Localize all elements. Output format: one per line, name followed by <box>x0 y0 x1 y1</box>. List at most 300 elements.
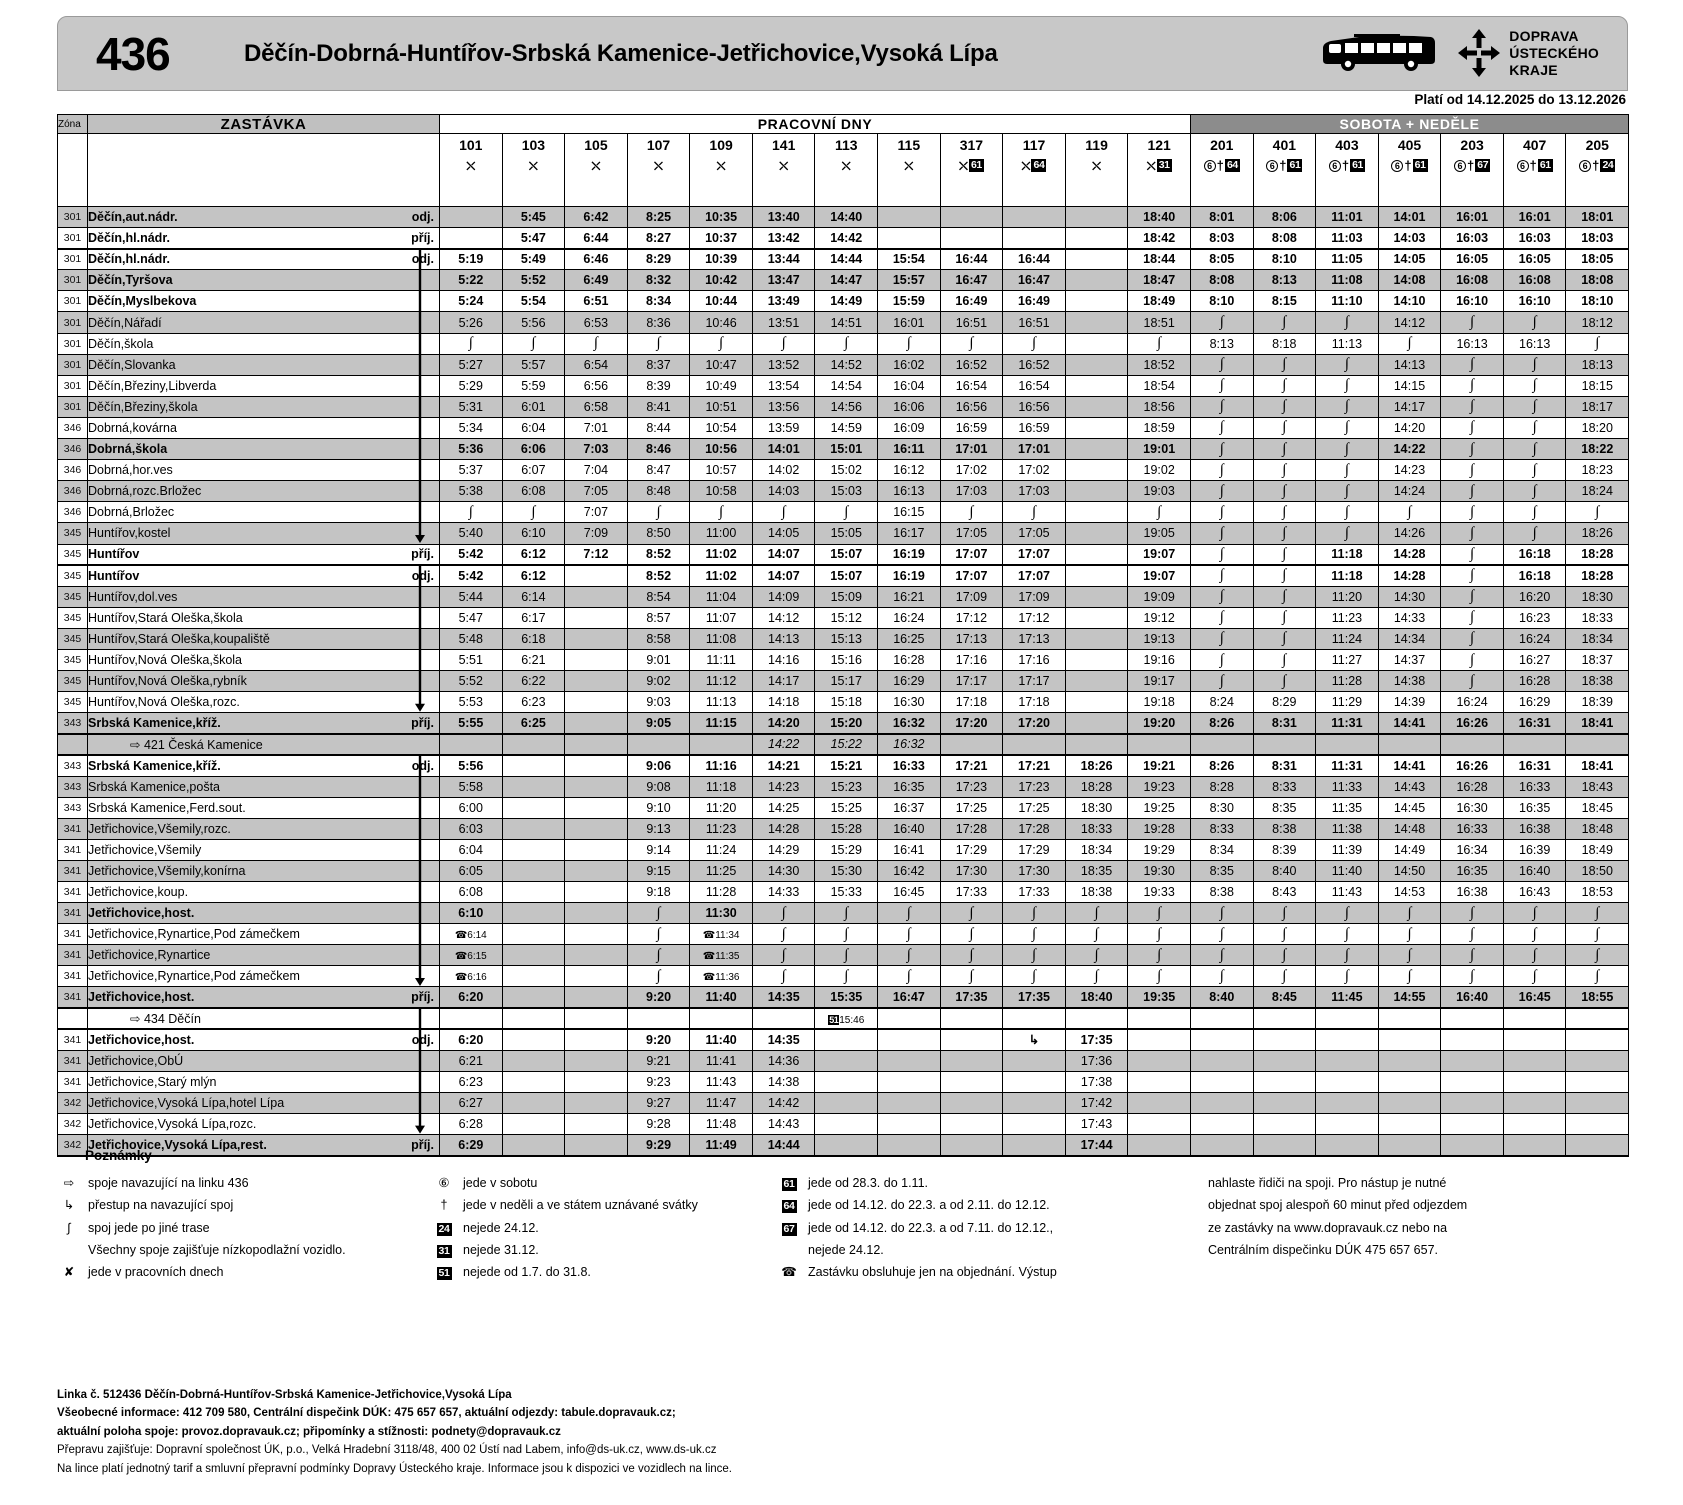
departure-time <box>565 1008 628 1029</box>
departure-time: 16:54 <box>940 375 1003 396</box>
departure-time: 9:13 <box>627 818 690 839</box>
departure-time <box>815 945 878 966</box>
departure-time: 19:07 <box>1128 544 1191 565</box>
departure-time <box>1003 1050 1066 1071</box>
departure-time: 17:25 <box>1003 797 1066 818</box>
departure-time: 17:23 <box>940 776 1003 797</box>
departure-time: 16:04 <box>878 375 941 396</box>
departure-time: 8:32 <box>627 270 690 291</box>
departure-time: 17:09 <box>940 586 1003 607</box>
departure-time: 19:13 <box>1128 628 1191 649</box>
departure-time: 16:35 <box>1503 797 1566 818</box>
departure-time: 8:46 <box>627 439 690 460</box>
departure-time <box>502 502 565 523</box>
departure-time: 9:15 <box>627 860 690 881</box>
different-route-icon: ∫ <box>1094 925 1099 942</box>
departure-time: 18:22 <box>1566 439 1629 460</box>
departure-time <box>565 628 628 649</box>
connection-number-113[interactable]: 113 <box>815 134 878 157</box>
different-route-icon: ∫ <box>1219 419 1224 436</box>
departure-time <box>1190 649 1253 670</box>
connection-symbols-317 <box>940 157 1003 207</box>
departure-time: 15:21 <box>815 755 878 776</box>
departure-time: 6:22 <box>502 671 565 692</box>
stop-name: Děčín,aut.nádr. odj. <box>88 207 440 228</box>
departure-time <box>1503 1029 1566 1050</box>
departure-time <box>1190 586 1253 607</box>
departure-time <box>752 1008 815 1029</box>
departure-time <box>1003 924 1066 945</box>
departure-time <box>1065 671 1128 692</box>
departure-time: 17:20 <box>1003 713 1066 734</box>
departure-time: 16:41 <box>878 839 941 860</box>
departure-time <box>1190 1071 1253 1092</box>
departure-time <box>1065 312 1128 333</box>
departure-time: 15:59 <box>878 291 941 312</box>
departure-time <box>1378 966 1441 987</box>
different-route-icon: ∫ <box>1470 482 1475 499</box>
zone-code: 341 <box>58 987 88 1008</box>
connection-number-107[interactable]: 107 <box>627 134 690 157</box>
departure-time: 9:06 <box>627 755 690 776</box>
departure-time <box>1316 460 1379 481</box>
departure-time <box>1253 1008 1316 1029</box>
departure-time: 11:03 <box>1316 228 1379 249</box>
connection-number-317[interactable]: 317 <box>940 134 1003 157</box>
stop-name: Děčín,Březiny,škola <box>88 396 440 417</box>
departure-time: 6:04 <box>502 417 565 438</box>
connection-number-103[interactable]: 103 <box>502 134 565 157</box>
departure-time: 14:26 <box>1378 523 1441 544</box>
different-route-icon: ∫ <box>781 904 786 921</box>
departure-time: 17:07 <box>1003 565 1066 586</box>
departure-time: 16:03 <box>1441 228 1504 249</box>
departure-time: 15:16 <box>815 649 878 670</box>
connection-number-105[interactable]: 105 <box>565 134 628 157</box>
footer-line-5: Na lince platí jednotný tarif a smluvní přepravní podmínky Dopravy Ústeckého kraje. Informace jsou k dispozici ve vozidlech na lince. <box>57 1462 732 1475</box>
departure-time: 17:16 <box>1003 649 1066 670</box>
departure-time: 6:08 <box>440 882 503 903</box>
different-route-icon: ∫ <box>1595 335 1600 352</box>
different-route-icon: ∫ <box>1219 398 1224 415</box>
departure-time <box>1441 671 1504 692</box>
departure-time: 17:12 <box>940 607 1003 628</box>
table-row <box>58 1008 1629 1029</box>
departure-time: 8:40 <box>1253 860 1316 881</box>
connection-number-119[interactable]: 119 <box>1065 134 1128 157</box>
departure-time <box>752 966 815 987</box>
departure-time: 18:15 <box>1566 375 1629 396</box>
stop-name: Huntířov,Stará Oleška,koupaliště <box>88 628 440 649</box>
note-symbol: ⇨ <box>63 1176 75 1190</box>
departure-time: 16:30 <box>1441 797 1504 818</box>
departure-time: 11:13 <box>1316 333 1379 354</box>
departure-time <box>1441 628 1504 649</box>
connection-number-401[interactable]: 401 <box>1253 134 1316 157</box>
departure-time <box>1316 903 1379 924</box>
departure-time <box>1566 903 1629 924</box>
departure-time: 17:44 <box>1065 1135 1128 1156</box>
connection-number-201[interactable]: 201 <box>1190 134 1253 157</box>
timetable <box>57 114 1629 1157</box>
zone-code: 345 <box>58 544 88 565</box>
table-row <box>58 671 1629 692</box>
different-route-icon: ∫ <box>1157 904 1162 921</box>
stop-name: Jetřichovice,ObÚ <box>88 1050 440 1071</box>
departure-time: 14:44 <box>752 1135 815 1156</box>
on-request-icon: ☎ <box>454 930 468 942</box>
note-code-61: 61 <box>969 159 984 172</box>
departure-time: 14:05 <box>752 523 815 544</box>
stop-name: Huntířov,kostel <box>88 523 440 544</box>
connection-number-407[interactable]: 407 <box>1503 134 1566 157</box>
departure-time <box>440 207 503 228</box>
departure-time: 16:24 <box>1503 628 1566 649</box>
connection-number-109[interactable]: 109 <box>690 134 753 157</box>
departure-time: ☎11:35 <box>690 945 753 966</box>
footer-info <box>57 1386 1628 1478</box>
connection-number-403[interactable]: 403 <box>1316 134 1379 157</box>
departure-time <box>1065 692 1128 713</box>
departure-time <box>1065 945 1128 966</box>
departure-time: 8:01 <box>1190 207 1253 228</box>
departure-time: 6:56 <box>565 375 628 396</box>
stop-name: Jetřichovice,Vysoká Lípa,rozc. <box>88 1114 440 1135</box>
departure-time: 18:33 <box>1566 607 1629 628</box>
departure-time <box>1065 396 1128 417</box>
connection-number-205[interactable]: 205 <box>1566 134 1629 157</box>
departure-time: 5:38 <box>440 481 503 502</box>
connection-number-117[interactable]: 117 <box>1003 134 1066 157</box>
departure-time: 7:05 <box>565 481 628 502</box>
zone-code: 301 <box>58 396 88 417</box>
departure-time: 10:51 <box>690 396 753 417</box>
departure-time: 8:35 <box>1253 797 1316 818</box>
different-route-icon: ∫ <box>1157 335 1162 352</box>
different-route-icon: ∫ <box>844 335 849 352</box>
departure-time: 18:45 <box>1566 797 1629 818</box>
departure-time <box>1253 396 1316 417</box>
note-code-24: 24 <box>437 1223 452 1236</box>
note-text: jede v sobotu <box>463 1176 538 1190</box>
departure-time <box>502 1029 565 1050</box>
departure-time: 6:20 <box>440 987 503 1008</box>
departure-time: 13:54 <box>752 375 815 396</box>
departure-time <box>1441 375 1504 396</box>
departure-time: 18:43 <box>1566 776 1629 797</box>
departure-time: 9:21 <box>627 1050 690 1071</box>
sunday-holiday-icon: † <box>1216 158 1224 173</box>
departure-time <box>1003 966 1066 987</box>
sunday-holiday-icon: † <box>1466 158 1475 173</box>
departure-time: 11:40 <box>690 987 753 1008</box>
departure-time <box>502 987 565 1008</box>
note-text: jede od 14.12. do 22.3. a od 7.11. do 12.12., <box>808 1220 1054 1235</box>
different-route-icon: ∫ <box>1219 904 1224 921</box>
departure-time: 8:34 <box>627 291 690 312</box>
departure-time: 14:54 <box>815 375 878 396</box>
departure-time <box>440 333 503 354</box>
connection-number-101[interactable]: 101 <box>440 134 503 157</box>
note-code-51: 51 <box>437 1267 452 1280</box>
departure-time <box>1441 481 1504 502</box>
departure-time: 8:05 <box>1190 249 1253 270</box>
departure-time <box>940 502 1003 523</box>
connection-number-121[interactable]: 121 <box>1128 134 1191 157</box>
table-row <box>58 776 1629 797</box>
different-route-icon: ∫ <box>1219 545 1224 562</box>
note-text: spoje navazující na linku 436 <box>88 1176 249 1190</box>
departure-time: 8:18 <box>1253 333 1316 354</box>
different-route-icon: ∫ <box>1282 377 1287 394</box>
departure-time: 18:44 <box>1128 249 1191 270</box>
departure-time <box>1566 1029 1629 1050</box>
different-route-icon: ∫ <box>1470 314 1475 331</box>
different-route-icon: ∫ <box>1031 503 1037 520</box>
departure-time: 6:23 <box>440 1071 503 1092</box>
departure-time: 16:40 <box>1441 987 1504 1008</box>
departure-time <box>1128 1071 1191 1092</box>
departure-time <box>1503 1092 1566 1113</box>
different-route-icon: ∫ <box>1282 419 1287 436</box>
note-text: nejede 24.12. <box>463 1220 539 1235</box>
different-route-icon: ∫ <box>1344 904 1349 921</box>
departure-time: ☎6:16 <box>440 966 503 987</box>
departure-time: 17:09 <box>1003 586 1066 607</box>
different-route-icon: ∫ <box>1532 925 1537 942</box>
departure-time <box>940 734 1003 755</box>
different-route-icon: ∫ <box>844 946 849 963</box>
departure-time: 8:08 <box>1253 228 1316 249</box>
connection-symbols-405 <box>1378 157 1441 207</box>
connection-symbols-115 <box>878 157 941 207</box>
different-route-icon: ∫ <box>1219 461 1224 478</box>
group-header-weekday: PRACOVNÍ DNY <box>440 115 1191 134</box>
departure-time: 18:20 <box>1566 417 1629 438</box>
departure-time <box>1128 1029 1191 1050</box>
departure-time: 14:41 <box>1378 755 1441 776</box>
different-route-icon: ∫ <box>1344 314 1349 331</box>
departure-time: 5:42 <box>440 565 503 586</box>
note-text: jede od 14.12. do 22.3. a od 2.11. do 12.12. <box>808 1198 1050 1213</box>
stop-name: Srbská Kamenice,kříž. odj. <box>88 755 440 776</box>
departure-time: 14:07 <box>752 565 815 586</box>
connection-number-141[interactable]: 141 <box>752 134 815 157</box>
departure-time <box>1316 1114 1379 1135</box>
different-route-icon: ∫ <box>969 967 974 984</box>
connection-symbols-107 <box>627 157 690 207</box>
timetable-container <box>57 114 1628 1157</box>
departure-time <box>815 1029 878 1050</box>
departure-time: 6:46 <box>565 249 628 270</box>
departure-time <box>690 734 753 755</box>
departure-time: 16:32 <box>878 734 941 755</box>
departure-time <box>502 860 565 881</box>
note-code-24: 24 <box>1600 159 1615 172</box>
note-symbol: † <box>440 1198 448 1213</box>
departure-time <box>1316 354 1379 375</box>
departure-time <box>1128 734 1191 755</box>
departure-time: 11:35 <box>1316 797 1379 818</box>
departure-time: 8:25 <box>627 207 690 228</box>
departure-time: 16:10 <box>1503 291 1566 312</box>
connection-number-203[interactable]: 203 <box>1441 134 1504 157</box>
departure-time: 11:02 <box>690 565 753 586</box>
departure-time: 16:27 <box>1503 649 1566 670</box>
note-row <box>1177 1217 1617 1239</box>
departure-time <box>940 333 1003 354</box>
departure-time <box>1065 734 1128 755</box>
departure-time: 15:01 <box>815 439 878 460</box>
zone-code: 342 <box>58 1135 88 1156</box>
departure-time <box>1065 523 1128 544</box>
departure-time: 16:31 <box>1503 755 1566 776</box>
departure-time <box>1128 1050 1191 1071</box>
departure-time: 14:23 <box>752 776 815 797</box>
departure-time: 16:08 <box>1441 270 1504 291</box>
departure-time: 14:23 <box>1378 460 1441 481</box>
connection-number-115[interactable]: 115 <box>878 134 941 157</box>
departure-time: 16:42 <box>878 860 941 881</box>
stop-name: Jetřichovice,Rynartice <box>88 945 440 966</box>
departure-time: 17:20 <box>940 713 1003 734</box>
departure-time: 17:21 <box>1003 755 1066 776</box>
connection-number-405[interactable]: 405 <box>1378 134 1441 157</box>
departure-time: 11:24 <box>690 839 753 860</box>
different-route-icon: ∫ <box>969 946 974 963</box>
note-row <box>432 1194 777 1216</box>
on-request-icon: ☎ <box>702 951 716 963</box>
departure-time: 8:26 <box>1190 755 1253 776</box>
departure-time <box>1441 924 1504 945</box>
departure-time: 14:45 <box>1378 797 1441 818</box>
zone-code: 301 <box>58 312 88 333</box>
departure-time: 15:07 <box>815 544 878 565</box>
departure-time <box>1378 903 1441 924</box>
departure-time: 6:20 <box>440 1029 503 1050</box>
different-route-icon: ∫ <box>906 925 911 942</box>
departure-time: 16:21 <box>878 586 941 607</box>
departure-time <box>1190 1029 1253 1050</box>
departure-time <box>1128 945 1191 966</box>
departure-time: 8:29 <box>1253 692 1316 713</box>
departure-time <box>1441 649 1504 670</box>
departure-time: 10:35 <box>690 207 753 228</box>
departure-time <box>1190 439 1253 460</box>
departure-time: 18:42 <box>1128 228 1191 249</box>
departure-time: 5:58 <box>440 776 503 797</box>
departure-time: 16:26 <box>1441 755 1504 776</box>
departure-time: 9:20 <box>627 987 690 1008</box>
departure-time <box>1441 417 1504 438</box>
departure-time: 18:17 <box>1566 396 1629 417</box>
departure-time: 16:08 <box>1503 270 1566 291</box>
departure-time: 13:52 <box>752 354 815 375</box>
departure-time: 18:28 <box>1566 565 1629 586</box>
note-code-61: 61 <box>1413 159 1428 172</box>
departure-time <box>1190 523 1253 544</box>
different-route-icon: ∫ <box>1470 377 1475 394</box>
departure-time: 14:20 <box>1378 417 1441 438</box>
departure-time: 11:40 <box>690 1029 753 1050</box>
departure-time <box>940 966 1003 987</box>
departure-time: 11:18 <box>1316 565 1379 586</box>
different-route-icon: ∫ <box>1282 440 1287 457</box>
departure-time <box>1065 586 1128 607</box>
departure-time: 16:47 <box>878 987 941 1008</box>
departure-time <box>1441 460 1504 481</box>
stop-name: Huntířov,dol.ves <box>88 586 440 607</box>
departure-time: 14:41 <box>1378 713 1441 734</box>
departure-time: 16:51 <box>940 312 1003 333</box>
departure-time <box>1003 1114 1066 1135</box>
departure-time: 6:01 <box>502 396 565 417</box>
departure-time <box>940 228 1003 249</box>
departure-time <box>1316 1071 1379 1092</box>
departure-time: 16:31 <box>1503 713 1566 734</box>
departure-time: 10:37 <box>690 228 753 249</box>
departure-time <box>1441 565 1504 586</box>
departure-time: 15:54 <box>878 249 941 270</box>
note-row <box>777 1194 1177 1216</box>
footer-line-1: Linka č. 512436 Děčín-Dobrná-Huntířov-Srbská Kamenice-Jetřichovice,Vysoká Lípa <box>57 1389 512 1401</box>
departure-time: 14:36 <box>752 1050 815 1071</box>
departure-time: 11:40 <box>1316 860 1379 881</box>
departure-time <box>1190 396 1253 417</box>
departure-time: 16:10 <box>1441 291 1504 312</box>
departure-time <box>1190 628 1253 649</box>
different-route-icon: ∫ <box>1595 503 1600 520</box>
departure-time: 14:43 <box>752 1114 815 1135</box>
table-row <box>58 818 1629 839</box>
departure-time: 8:24 <box>1190 692 1253 713</box>
departure-time <box>1503 354 1566 375</box>
note-code-67: 67 <box>782 1223 797 1236</box>
departure-time: 16:06 <box>878 396 941 417</box>
departure-time: 14:28 <box>1378 544 1441 565</box>
weekday-icon: ⛌ <box>654 158 663 173</box>
departure-time: 5:34 <box>440 417 503 438</box>
departure-time <box>1065 270 1128 291</box>
note-row <box>57 1261 432 1283</box>
departure-time: 15:35 <box>815 987 878 1008</box>
table-row <box>58 586 1629 607</box>
stop-name: Děčín,Březiny,Libverda <box>88 375 440 396</box>
different-route-icon: ∫ <box>906 904 911 921</box>
different-route-icon: ∫ <box>719 503 724 520</box>
table-row <box>58 1071 1629 1092</box>
departure-time <box>1253 945 1316 966</box>
departure-time <box>1566 734 1629 755</box>
different-route-icon: ∫ <box>1282 588 1287 605</box>
different-route-icon: ∫ <box>1470 588 1475 605</box>
table-row <box>58 945 1629 966</box>
departure-time: 5:56 <box>502 312 565 333</box>
departure-time: 18:49 <box>1128 291 1191 312</box>
different-route-icon: ∫ <box>1282 503 1287 520</box>
departure-time: 17:18 <box>1003 692 1066 713</box>
departure-time: 19:17 <box>1128 671 1191 692</box>
departure-time: 11:23 <box>690 818 753 839</box>
departure-time: 5:37 <box>440 460 503 481</box>
different-route-icon: ∫ <box>1282 630 1287 647</box>
departure-time <box>690 333 753 354</box>
different-route-icon: ∫ <box>1219 672 1224 689</box>
different-route-icon: ∫ <box>1532 314 1537 331</box>
departure-time <box>1128 966 1191 987</box>
different-route-icon: ∫ <box>1407 904 1412 921</box>
departure-time: 9:23 <box>627 1071 690 1092</box>
